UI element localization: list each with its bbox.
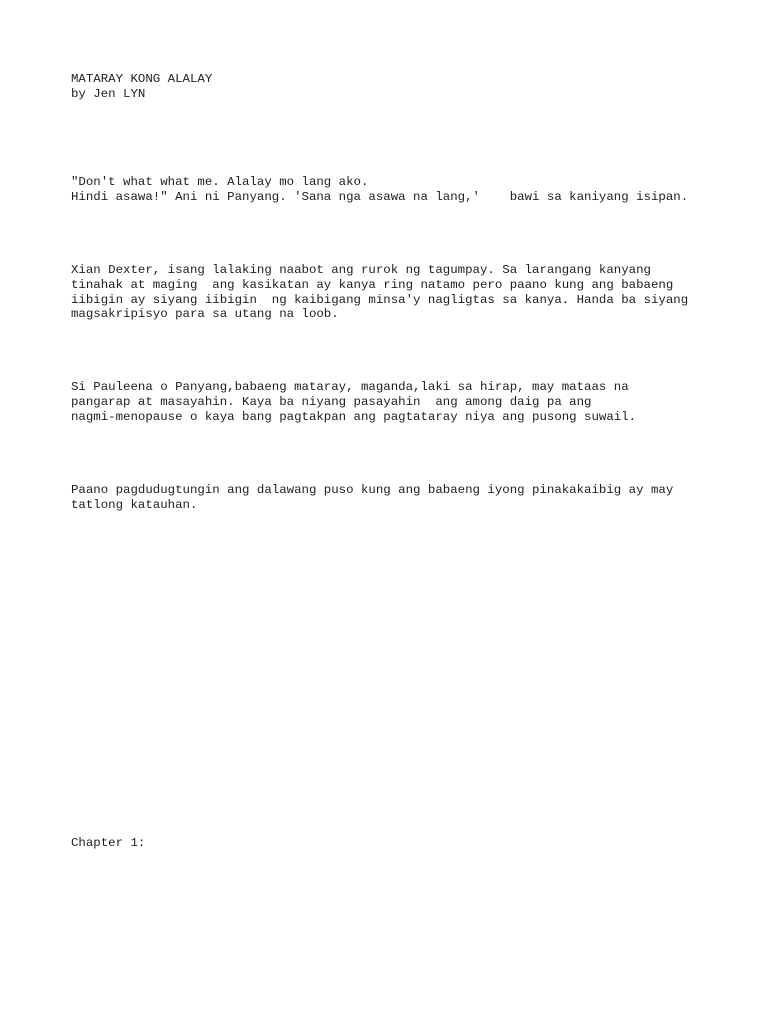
chapter-heading: Chapter 1: [71, 836, 146, 850]
paragraph-question-line-1: Paano pagdudugtungin ang dalawang puso kung ang babaeng iyong pinakakaibig ay may [71, 483, 674, 497]
paragraph-xian-line-3: iibigin ay siyang iibigin ng kaibigang minsa'y nagligtas sa kanya. Handa ba siyang [71, 293, 689, 307]
paragraph-pauleena-line-2: pangarap at masayahin. Kaya ba niyang pasayahin ang among daig pa ang [71, 395, 592, 409]
document-author: by Jen LYN [71, 87, 146, 101]
paragraph-xian-line-4: magsakripisyo para sa utang na loob. [71, 307, 339, 321]
paragraph-xian-line-1: Xian Dexter, isang lalaking naabot ang rurok ng tagumpay. Sa larangang kanyang [71, 263, 651, 277]
quote-line-2: Hindi asawa!" Ani ni Panyang. 'Sana nga asawa na lang,' bawi sa kaniyang isipan. [71, 190, 689, 204]
paragraph-pauleena-line-3: nagmi-menopause o kaya bang pagtakpan ang pagtataray niya ang pusong suwail. [71, 410, 637, 424]
paragraph-question-line-2: tatlong katauhan. [71, 498, 198, 512]
quote-line-1: "Don't what what me. Alalay mo lang ako. [71, 175, 369, 189]
paragraph-xian-line-2: tinahak at maging ang kasikatan ay kanya ring natamo pero paano kung ang babaeng [71, 278, 674, 292]
paragraph-pauleena-line-1: Si Pauleena o Panyang,babaeng mataray, maganda,laki sa hirap, may mataas na [71, 380, 629, 394]
document-title: MATARAY KONG ALALAY [71, 72, 213, 86]
